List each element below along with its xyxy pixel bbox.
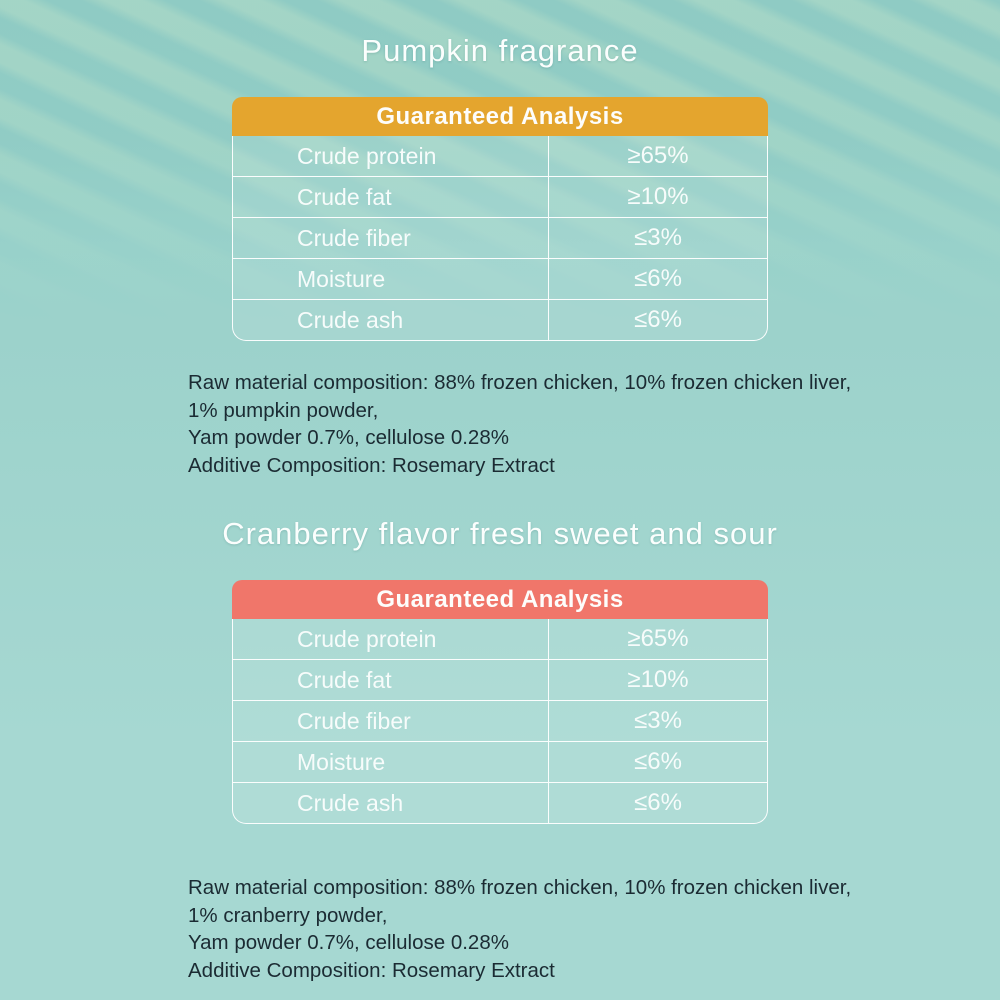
nutrient-label: Crude ash [233,300,549,340]
cranberry-section-title: Cranberry flavor fresh sweet and sour [222,516,778,551]
nutrient-value: ≤6% [634,306,682,333]
pumpkin-analysis-table [232,97,768,341]
table-row [233,136,767,177]
table-row [233,300,767,340]
nutrient-label: Crude protein [233,136,549,176]
note-line: Yam powder 0.7%, cellulose 0.28% [188,931,509,954]
table-row [233,177,767,218]
table-row [233,701,767,742]
nutrient-label: Crude fat [233,177,549,217]
nutrient-value: ≤6% [634,748,682,775]
nutrient-value: ≤3% [634,707,682,734]
note-line: Additive Composition: Rosemary Extract [188,453,555,477]
table-row [233,619,767,660]
table-row [233,259,767,300]
note-line: Additive Composition: Rosemary Extract [188,958,555,982]
table-row [233,218,767,259]
nutrient-label: Moisture [233,742,549,782]
cranberry-table-header: Guaranteed Analysis [232,580,768,619]
cranberry-composition-notes [188,874,978,984]
nutrient-label: Crude protein [233,619,549,659]
nutrient-value: ≥65% [627,142,689,169]
note-line: Raw material composition: 88% frozen chicken, 10% frozen chicken liver, [188,371,852,394]
cranberry-table-body [232,619,768,824]
nutrient-label: Crude fat [233,660,549,700]
nutrient-value: ≥10% [627,666,689,693]
nutrient-label: Crude fiber [233,218,549,258]
note-line: Yam powder 0.7%, cellulose 0.28% [188,426,509,449]
nutrient-value: ≤6% [634,265,682,292]
nutrient-label: Crude ash [233,783,549,823]
pumpkin-composition-notes [188,369,978,479]
pumpkin-table-header: Guaranteed Analysis [232,97,768,136]
nutrient-value: ≤6% [634,789,682,816]
note-line: 1% cranberry powder, [188,903,388,927]
pumpkin-table-body [232,136,768,341]
nutrient-label: Crude fiber [233,701,549,741]
table-row [233,742,767,783]
pumpkin-section-title: Pumpkin fragrance [361,33,639,68]
table-row [233,660,767,701]
nutrient-value: ≤3% [634,224,682,251]
cranberry-analysis-table [232,580,768,824]
nutrient-value: ≥65% [627,625,689,652]
nutrient-value: ≥10% [627,183,689,210]
note-line: 1% pumpkin powder, [188,398,379,422]
note-line: Raw material composition: 88% frozen chicken, 10% frozen chicken liver, [188,876,852,899]
table-row [233,783,767,823]
nutrient-label: Moisture [233,259,549,299]
